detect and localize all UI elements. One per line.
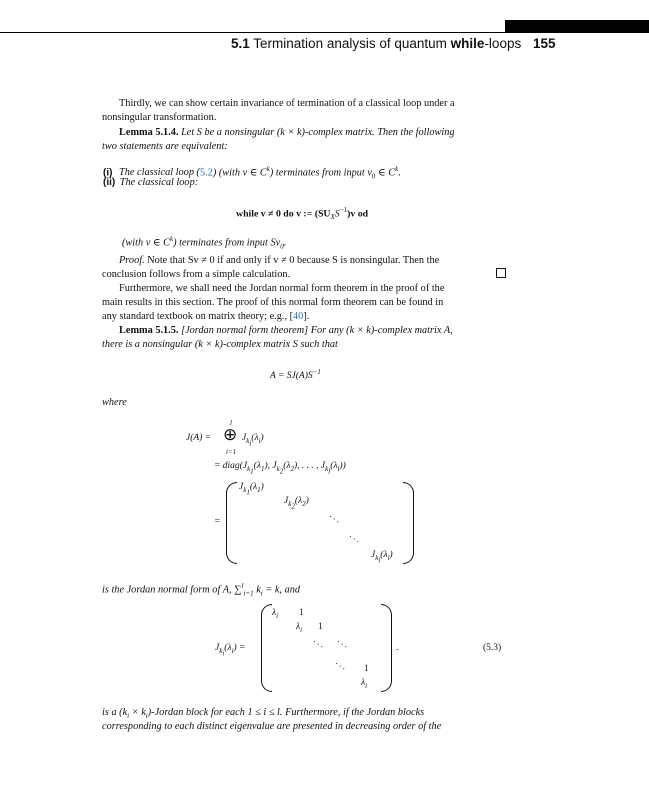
block-r1-lambda: $\lambda_i$ <box>272 608 279 620</box>
matrix-left-paren <box>226 482 237 564</box>
proof-line2: conclusion follows from a simple calculation. <box>102 269 291 280</box>
ref-40-link[interactable]: 40 <box>293 311 304 322</box>
item1-text-pre: The classical loop ( <box>119 167 200 179</box>
matrix-ddots-2: . . . <box>348 529 364 545</box>
block-ddots-3: . . . <box>334 656 350 672</box>
lemma-515-text: [Jordan normal form theorem] For any (k × k)-complex matrix A, <box>181 325 453 336</box>
item1-text-post: ) (with v ∈ C <box>212 167 267 179</box>
loop-suffix: )v od <box>347 208 369 220</box>
diag-prefix: = diag(J <box>214 461 248 471</box>
lemma-515-line1 <box>119 324 453 338</box>
final-line1-mid: × k <box>129 707 146 718</box>
final-line1-end: )-Jordan block for each 1 ≤ i ≤ l. Furthermore, if the Jordan blocks <box>147 707 425 718</box>
lemma-515-label: Lemma 5.1.5. <box>119 325 179 336</box>
ref-5-2-link[interactable]: 5.2 <box>199 167 213 179</box>
matrix-entry-l: $J_{k_l}(\lambda_l)$ <box>371 550 393 565</box>
matrix-ddots-1: . . . <box>328 509 344 525</box>
matrix-entry-2: $J_{k_2}(\lambda_2)$ <box>284 496 309 511</box>
lemma-514-item2 <box>103 176 198 190</box>
block-r2-lambda: $\lambda_i$ <box>296 622 303 634</box>
jordan-normal-form-line: is the Jordan normal form of A, ∑$^l_{i=1}$ $k_i = k$, and <box>102 582 300 598</box>
lemma-514-label: Lemma 5.1.4. <box>119 127 179 138</box>
jordan-block-lhs: $J_{k_i}(\lambda_i)$ = <box>215 643 246 658</box>
block-r2-one: 1 <box>318 622 323 632</box>
section-number: 5.1 <box>231 36 250 51</box>
para1-line2: nonsingular transformation. <box>102 112 217 123</box>
para2-line3-post: ]. <box>303 311 310 322</box>
block-rn-lambda: $\lambda_i$ <box>361 678 368 690</box>
block-rn-one: 1 <box>364 664 369 674</box>
item2-text: The classical loop: <box>119 177 199 188</box>
item2-cont-pre: (with v ∈ C <box>122 237 170 249</box>
item1-text-post2: ) terminates from input v <box>269 167 372 179</box>
lemma-514-item1: (i) The classical loop (5.2) (with v ∈ $C^k$) terminates from input $v_0$ ∈ $C^k$. <box>103 165 401 181</box>
block-ddots-2: . . . <box>336 634 352 650</box>
item1-text-end: ∈ C <box>375 167 396 179</box>
section-title-post: -loops <box>484 36 522 51</box>
page-number: 155 <box>533 36 556 51</box>
matrix-right-paren <box>403 482 414 564</box>
item1-label: (i) <box>103 167 113 179</box>
item2-label: (ii) <box>103 177 116 188</box>
para2-line1: Furthermore, we shall need the Jordan normal form theorem in the proof of the <box>119 283 445 294</box>
section-title-pre: Termination analysis of quantum <box>253 36 447 51</box>
para2-line3-pre: any standard textbook on matrix theory; e.g., [ <box>102 311 294 322</box>
block-right-paren <box>381 604 392 692</box>
lemma-514-text: Let S be a nonsingular (k × k)-complex matrix. Then the following <box>181 127 455 138</box>
block-ddots-1: . . . <box>312 634 328 650</box>
loop-prefix: while v ≠ 0 do v := (SU <box>236 208 331 220</box>
para2-line2: main results in this section. The proof of this normal form theorem can be found in <box>102 297 444 308</box>
equation-text: A = SJ(A)S <box>270 371 313 382</box>
sum-tail: = k, and <box>265 584 300 596</box>
diag-expression: = $diag(J_{k_1}(\lambda_1)$, $J_{k_2}(\lambda_2)$, . . . , $J_{k_l}(\lambda_l)$) <box>214 461 346 476</box>
oplus-term-j: J <box>242 433 247 443</box>
item2-continuation: (with v ∈ $C^k$) terminates from input $Sv_0$. <box>122 235 287 251</box>
jordan-lhs: J(A) = <box>186 433 212 443</box>
header-black-bar <box>505 20 649 32</box>
oplus-bottom: i=1 <box>226 448 237 456</box>
diag-matrix-eq: = <box>214 517 221 527</box>
equation-a-sjs: $A = SJ(A)S^{-1}$ <box>270 368 321 382</box>
matrix-entry-1: $J_{k_1}(\lambda_1)$ <box>239 482 264 497</box>
equation-label-5-3: (5.3) <box>483 643 502 653</box>
is-the-text: is the Jordan normal form of A, <box>102 584 232 596</box>
block-left-paren <box>261 604 272 692</box>
final-line1-pre: is a (k <box>102 707 128 718</box>
oplus-top: l <box>230 419 232 427</box>
lemma-514-line2: two statements are equivalent: <box>102 141 228 152</box>
proof-text: Note that Sv ≠ 0 if and only if v ≠ 0 because S is nonsingular. Then the <box>144 255 440 266</box>
proof-line1 <box>119 254 439 268</box>
block-r1-one: 1 <box>299 608 304 618</box>
item2-cont-post: ) terminates from input Sv <box>173 237 281 249</box>
para1-line1: Thirdly, we can show certain invariance of termination of a classical loop under a <box>119 98 455 109</box>
para2-line3 <box>102 310 309 324</box>
section-title-bold: while <box>450 36 485 51</box>
oplus-symbol: ⊕ <box>223 425 238 445</box>
running-header <box>231 36 521 51</box>
header-rule <box>0 32 649 33</box>
final-line2: corresponding to each distinct eigenvalue are presented in decreasing order of the <box>102 721 442 732</box>
oplus-term: $J_{k_i}(\lambda_i)$ <box>242 433 264 448</box>
proof-label: Proof. <box>119 255 145 266</box>
block-lhs-j: J <box>215 643 220 653</box>
lemma-515-line2: there is a nonsingular (k × k)-complex matrix S such that <box>102 339 338 350</box>
final-line1: is a ($k_i$ × $k_i$)-Jordan block for each 1 ≤ i ≤ l. Furthermore, if the Jordan blocks <box>102 707 425 721</box>
while-loop-display: while v ≠ 0 do v := $(SU_XS^{-1})v$ od <box>236 206 369 222</box>
qed-box <box>496 268 506 278</box>
block-period: . <box>396 643 399 653</box>
where-label: where <box>102 397 127 408</box>
lemma-514-line1 <box>119 126 455 140</box>
